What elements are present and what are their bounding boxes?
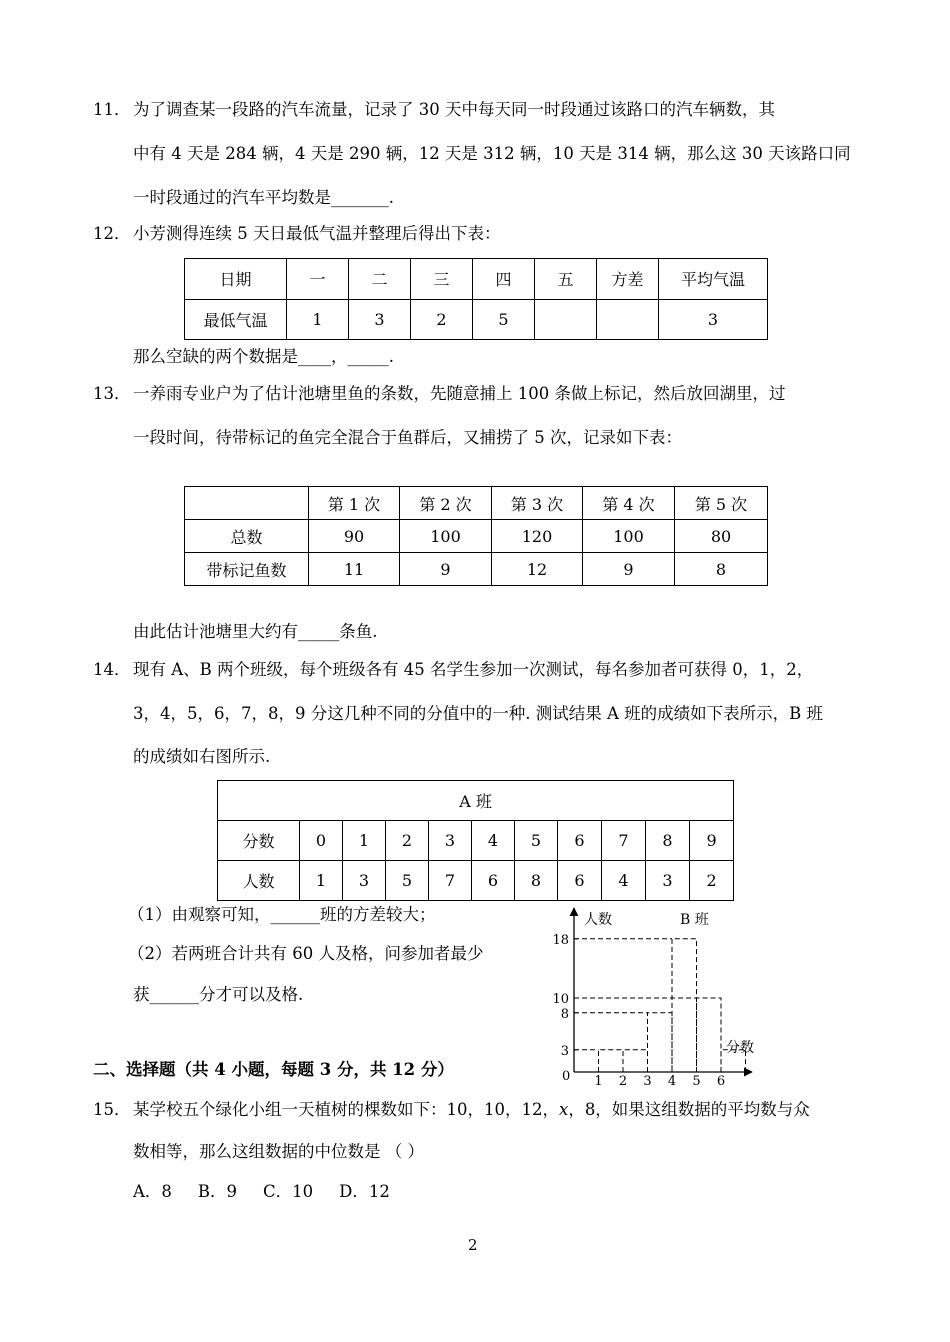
x-tick-label: 6 xyxy=(716,1074,726,1088)
q13-header-cell: 第 3 次 xyxy=(492,487,583,520)
q15-option: C．10 xyxy=(263,1182,314,1201)
q13-text1: 一养雨专业户为了估计池塘里鱼的条数，先随意捕上 100 条做上标记，然后放回湖里，过 xyxy=(133,384,786,403)
q13-cell: 120 xyxy=(492,520,583,553)
q13-table-header-row xyxy=(185,487,768,520)
q12-data-cell: 5 xyxy=(473,299,535,340)
q12-header-cell: 方差 xyxy=(597,259,659,300)
q14-people-cell: 1 xyxy=(300,861,343,901)
q14-score-cell: 2 xyxy=(386,821,429,861)
q12-header-cell: 三 xyxy=(411,259,473,300)
q14-line2: 3，4，5，6，7，8，9 分这几种不同的分值中的一种. 测试结果 A 班的成绩如下表所示，B 班 xyxy=(133,704,823,723)
q13-header-cell: 第 2 次 xyxy=(400,487,492,520)
q14-table-title: A 班 xyxy=(218,781,734,821)
q13-cell: 90 xyxy=(309,520,400,553)
q12-header-cell: 一 xyxy=(287,259,349,300)
q13-header-cell: 第 1 次 xyxy=(309,487,400,520)
q12-table xyxy=(184,258,768,340)
q14-number: 14． xyxy=(93,660,131,679)
y-tick-label: 8 xyxy=(560,1006,569,1022)
chart-ylabel: 人数 xyxy=(584,912,612,928)
q15-text1b: ，8，如果这组数据的平均数与众 xyxy=(568,1100,810,1119)
q12-header-cell: 五 xyxy=(535,259,597,300)
q13-cell: 100 xyxy=(583,520,675,553)
q14-people-cell: 3 xyxy=(646,861,690,901)
q14-people-cell: 2 xyxy=(690,861,734,901)
q13-cell: 12 xyxy=(492,553,583,586)
page-number: 2 xyxy=(468,1236,478,1254)
q12-header-cell: 二 xyxy=(349,259,411,300)
q12-number: 12． xyxy=(93,224,131,243)
chart-xlabel: 分数 xyxy=(726,1040,754,1056)
q12-after: 那么空缺的两个数据是____，_____. xyxy=(133,347,394,366)
q14-score-cell: 9 xyxy=(690,821,734,861)
b-class-bar xyxy=(672,939,697,1072)
q12-header-cell: 平均气温 xyxy=(659,259,768,300)
y-tick-label: 3 xyxy=(560,1043,569,1059)
x-tick-label: 1 xyxy=(594,1074,603,1088)
q13-table-row xyxy=(185,553,768,586)
q14-scores-row xyxy=(218,821,734,861)
q13-header-cell: 第 4 次 xyxy=(583,487,675,520)
q14-sub1: （1）由观察可知，______班的方差较大； xyxy=(128,905,436,924)
q14-people-cell: 3 xyxy=(343,861,386,901)
q13-number: 13． xyxy=(93,384,131,403)
b-class-bar xyxy=(599,1050,624,1072)
y-tick-label: 18 xyxy=(552,932,569,948)
q13-cell: 带标记鱼数 xyxy=(185,553,309,586)
q11-number: 11． xyxy=(93,100,131,119)
q15-option: B．9 xyxy=(197,1182,238,1201)
q13-cell: 9 xyxy=(400,553,492,586)
q12-data-cell xyxy=(597,299,659,340)
q12-data-cell: 1 xyxy=(287,299,349,340)
q12-line1 xyxy=(93,222,501,246)
q13-cell: 80 xyxy=(675,520,768,553)
q11-line3: 一时段通过的汽车平均数是_______. xyxy=(133,188,394,207)
q15-line2: 数相等，那么这组数据的中位数是 （ ） xyxy=(133,1142,424,1161)
q14-score-cell: 1 xyxy=(343,821,386,861)
q13-table xyxy=(184,486,768,586)
q14-score-cell: 3 xyxy=(429,821,472,861)
q14-score-cell: 0 xyxy=(300,821,343,861)
chart-origin: 0 xyxy=(562,1069,571,1084)
q11-line1 xyxy=(93,98,775,122)
x-tick-label: 5 xyxy=(692,1074,701,1088)
q14-people-cell: 4 xyxy=(602,861,646,901)
chart-title: B 班 xyxy=(680,912,709,928)
q13-header-cell: 第 5 次 xyxy=(675,487,768,520)
q11-line2: 中有 4 天是 284 辆，4 天是 290 辆，12 天是 312 辆，10 天是 314 辆，那么这 30 天该路口同 xyxy=(133,144,851,163)
q13-cell: 11 xyxy=(309,553,400,586)
q13-cell: 100 xyxy=(400,520,492,553)
q14-line3: 的成绩如右图所示. xyxy=(133,747,271,766)
b-class-bar xyxy=(623,1050,648,1072)
q12-header-cell: 四 xyxy=(473,259,535,300)
q13-line2: 一段时间，待带标记的鱼完全混合于鱼群后，又捕捞了 5 次，记录如下表： xyxy=(133,428,682,447)
q13-table-row xyxy=(185,520,768,553)
x-tick-label: 3 xyxy=(643,1074,652,1088)
q14-people-cell: 7 xyxy=(429,861,472,901)
q13-after: 由此估计池塘里大约有_____条鱼. xyxy=(133,622,378,641)
q14-score-cell: 6 xyxy=(558,821,602,861)
q14-people-cell: 5 xyxy=(386,861,429,901)
q12-data-cell: 3 xyxy=(659,299,768,340)
q14-line1 xyxy=(93,658,813,682)
x-tick-label: 2 xyxy=(618,1074,628,1088)
b-class-bar xyxy=(697,998,722,1072)
q14-scores-label: 分数 xyxy=(218,821,300,861)
q12-text: 小芳测得连续 5 天日最低气温并整理后得出下表： xyxy=(133,224,501,243)
q14-table xyxy=(217,780,734,901)
q14-score-cell: 5 xyxy=(515,821,558,861)
q14-people-cell: 6 xyxy=(472,861,515,901)
q12-table-data-row xyxy=(185,299,768,340)
q15-option: A．8 xyxy=(133,1182,172,1201)
q14-people-cell: 6 xyxy=(558,861,602,901)
section2-title: 二、选择题（共 4 小题，每题 3 分，共 12 分） xyxy=(93,1060,454,1079)
q14-table-title-row xyxy=(218,781,734,821)
q14-people-row xyxy=(218,861,734,901)
q12-header-cell: 日期 xyxy=(185,259,287,300)
q14-sub2b: 获______分才可以及格. xyxy=(133,985,304,1004)
q11-text1: 为了调查某一段路的汽车流量，记录了 30 天中每天同一时段通过该路口的汽车辆数，其 xyxy=(133,100,775,119)
q12-data-cell: 3 xyxy=(349,299,411,340)
b-class-chart xyxy=(550,900,770,1088)
q13-cell: 总数 xyxy=(185,520,309,553)
q14-score-cell: 4 xyxy=(472,821,515,861)
q12-data-cell xyxy=(535,299,597,340)
q15-number: 15． xyxy=(93,1100,131,1119)
q14-sub2a: （2）若两班合计共有 60 人及格，问参加者最少 xyxy=(128,944,484,963)
q13-header-cell xyxy=(185,487,309,520)
y-tick-label: 10 xyxy=(552,992,569,1007)
q12-data-cell: 最低气温 xyxy=(185,299,287,340)
q13-line1 xyxy=(93,382,785,406)
q14-text1: 现有 A、B 两个班级，每个班级各有 45 名学生参加一次测试，每名参加者可获得 0，1，2， xyxy=(133,660,814,679)
q14-people-label: 人数 xyxy=(218,861,300,901)
q15-variable: x xyxy=(559,1100,569,1119)
q15-text1a: 某学校五个绿化小组一天植树的棵数如下：10，10，12， xyxy=(133,1100,559,1119)
q15-option: D．12 xyxy=(339,1182,390,1201)
q14-people-cell: 8 xyxy=(515,861,558,901)
q12-data-cell: 2 xyxy=(411,299,473,340)
q15-options xyxy=(133,1180,390,1204)
q14-score-cell: 8 xyxy=(646,821,690,861)
q15-line1 xyxy=(93,1098,810,1122)
x-tick-label: 4 xyxy=(667,1074,677,1088)
q13-cell: 8 xyxy=(675,553,768,586)
b-class-bar xyxy=(648,1013,673,1072)
q12-table-header-row xyxy=(185,259,768,300)
q14-score-cell: 7 xyxy=(602,821,646,861)
q13-cell: 9 xyxy=(583,553,675,586)
